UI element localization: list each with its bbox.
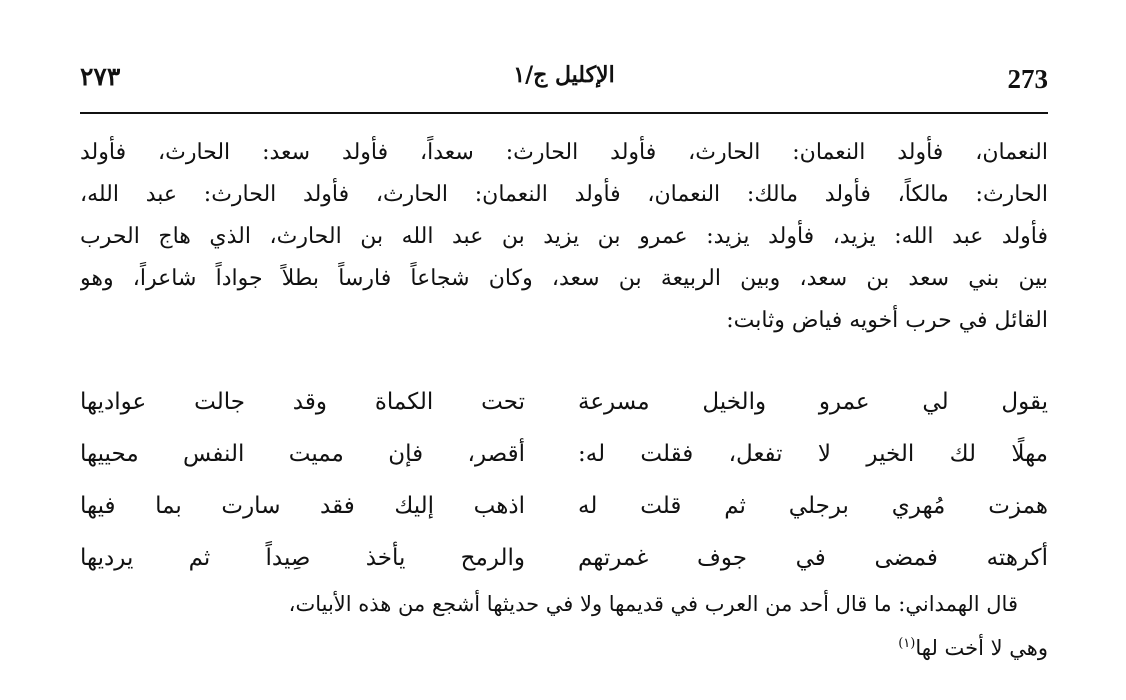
verse-first-hemistich: همزت مُهري برجلي ثم قلت له [578, 493, 1048, 519]
running-title: الإكليل ج/١ [513, 62, 615, 88]
closing-paragraph [80, 584, 1048, 668]
poem [80, 376, 1048, 584]
closing-line-text: وهي لا أخت لها [915, 636, 1048, 660]
prose-line: بين بني سعد بن سعد، وبين الربيعة بن سعد، وكان شجاعاً فارساً بطلاً جواداً شاعراً، وهو [80, 266, 1048, 291]
verse [80, 532, 1048, 584]
verse-second-hemistich: اذهب إليك فقد سارت بما فيها [80, 493, 525, 519]
page-number-arabic: ٢٧٣ [80, 62, 121, 91]
verse [80, 480, 1048, 532]
verse-second-hemistich: تحت الكماة وقد جالت عواديها [80, 389, 525, 415]
verse-second-hemistich: أقصر، فإن مميت النفس محييها [80, 441, 525, 467]
verse [80, 376, 1048, 428]
verse-second-hemistich: والرمح يأخذ صِيداً ثم يرديها [80, 545, 525, 571]
verse-first-hemistich: أكرهته فمضى في جوف غمرتهم [578, 545, 1048, 571]
verse-first-hemistich: مهلًا لك الخير لا تفعل، فقلت له: [578, 441, 1048, 467]
header-rule [80, 112, 1048, 114]
prose-line: القائل في حرب أخويه فياض وثابت: [726, 308, 1048, 333]
closing-line: قال الهمداني: ما قال أحد من العرب في قديمها ولا في حديثها أشجع من هذه الأبيات، [288, 592, 1018, 616]
prose-line: النعمان، فأولد النعمان: الحارث، فأولد الحارث: سعداً، فأولد سعد: الحارث، فأولد [80, 140, 1048, 165]
footnote-marker: (١) [898, 636, 916, 651]
prose-line: فأولد عبد الله: يزيد، فأولد يزيد: عمرو بن يزيد بن عبد الله بن الحارث، الذي هاج الحرب [80, 224, 1048, 249]
verse [80, 428, 1048, 480]
prose-line: الحارث: مالكاً، فأولد مالك: النعمان، فأولد النعمان: الحارث، فأولد الحارث: عبد الله، [80, 182, 1048, 207]
page-header [80, 62, 1048, 96]
closing-line [80, 624, 1048, 668]
verse-first-hemistich: يقول لي عمرو والخيل مسرعة [578, 389, 1048, 415]
page-number-latin: 273 [1007, 64, 1048, 94]
prose-paragraph [80, 132, 1048, 342]
